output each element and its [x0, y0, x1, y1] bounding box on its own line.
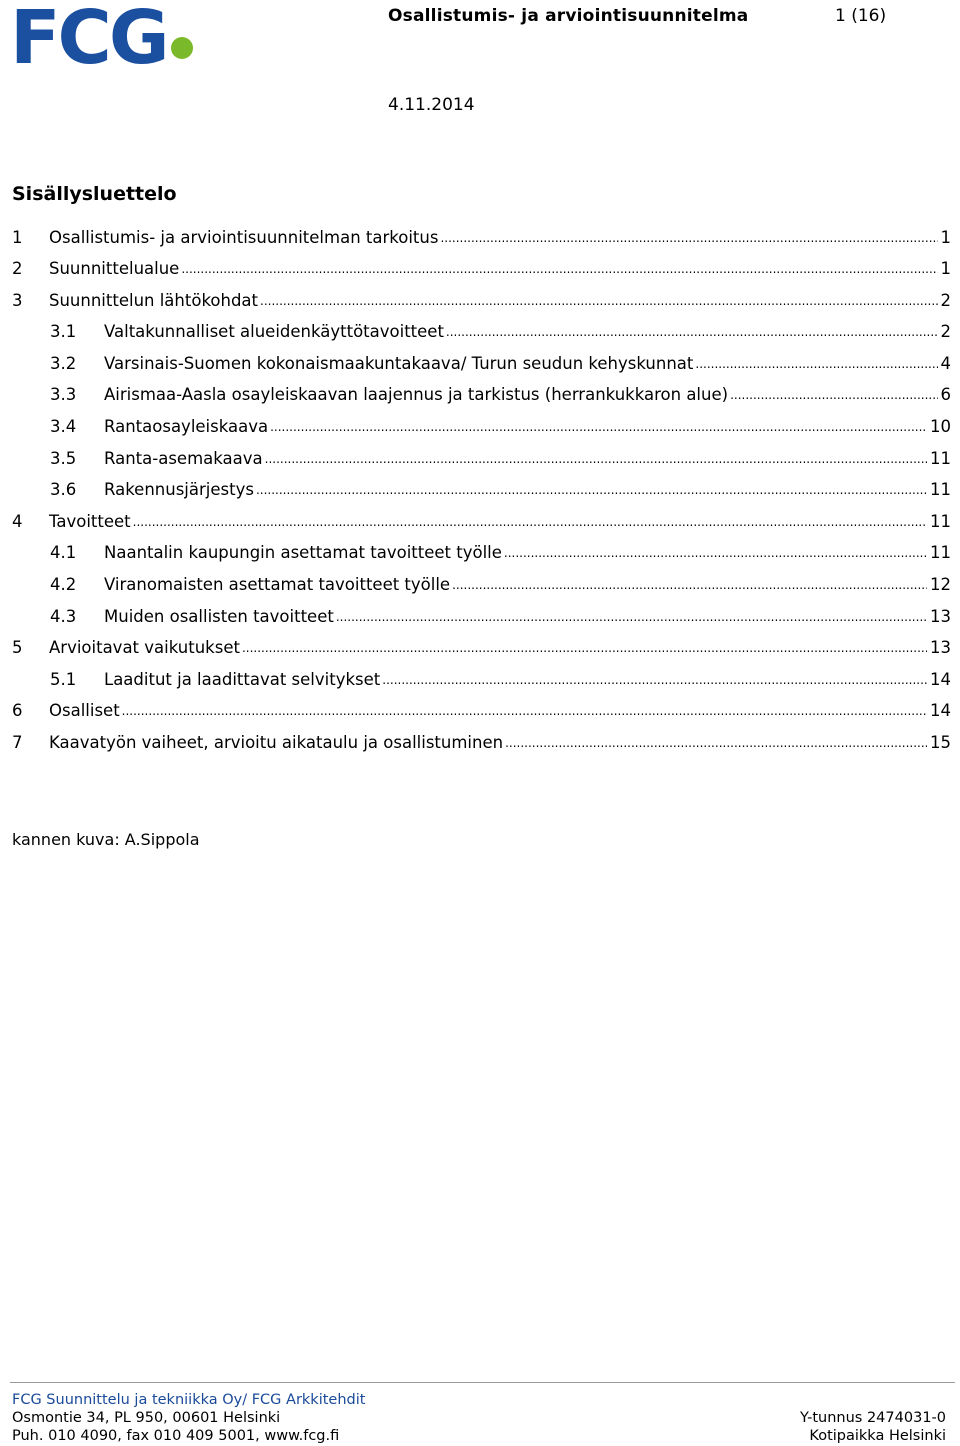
toc-entry-page: 4 [940, 353, 951, 373]
toc-entry-title: Rantaosayleiskaava [104, 417, 269, 437]
toc-entry[interactable] [12, 258, 951, 290]
cover-photo-credit: kannen kuva: A.Sippola [12, 830, 200, 849]
toc-entry-number: 3.5 [50, 448, 77, 468]
toc-entry-number: 7 [12, 733, 23, 752]
toc-entry[interactable] [12, 637, 951, 669]
footer-contact: Puh. 010 4090, fax 010 409 5001, www.fcg.fi [12, 1428, 340, 1444]
toc-entry-number: 3.3 [50, 385, 77, 405]
toc-entry-number: 4.1 [50, 543, 77, 563]
toc-entry-number: 4 [12, 511, 23, 531]
toc-entry-title: Viranomaisten asettamat tavoitteet työlle [104, 575, 451, 595]
toc-entry-page: 12 [930, 575, 951, 595]
toc-entry[interactable] [12, 289, 951, 321]
toc-leader-dots [730, 384, 937, 401]
toc-entry-number: 2 [12, 259, 23, 279]
toc-entry-title: Rakennusjärjestys [104, 480, 254, 500]
toc-entry-page: 1 [940, 227, 951, 247]
toc-entry-number: 4.2 [50, 575, 77, 595]
toc-leader-dots [181, 258, 937, 275]
toc-leader-dots [242, 637, 927, 654]
toc-entry[interactable] [12, 447, 951, 479]
document-title: Osallistumis- ja arviointisuunnitelma [388, 6, 749, 26]
toc-entry-title: Arvioitavat vaikutukset [49, 638, 240, 658]
toc-entry[interactable] [12, 510, 951, 542]
fcg-logo [10, 2, 200, 70]
toc-entry-page: 10 [930, 417, 951, 437]
toc-entry-title: Ranta-asemakaava [104, 448, 263, 468]
toc-entry-page: 2 [940, 322, 951, 342]
toc-entry[interactable] [12, 574, 951, 606]
toc-entry-number: 6 [12, 701, 23, 721]
toc-entry[interactable] [12, 226, 951, 258]
toc-entry-number: 5 [12, 638, 23, 658]
toc-leader-dots [382, 668, 927, 685]
svg-text:FCG: FCG [10, 2, 167, 70]
toc-entry-title: Muiden osallisten tavoitteet [104, 606, 334, 626]
toc-leader-dots [122, 700, 927, 717]
footer-company-name: FCG Suunnittelu ja tekniikka Oy/ FCG Arkkitehdit [12, 1392, 366, 1408]
toc-entry-title: Varsinais-Suomen kokonaismaakuntakaava/ Turun seudun kehyskunnat [104, 353, 694, 373]
toc-entry[interactable] [12, 605, 951, 637]
toc-entry[interactable] [12, 732, 951, 764]
toc-entry[interactable] [12, 700, 951, 732]
toc-entry-number: 4.3 [50, 606, 77, 626]
toc-leader-dots [336, 605, 927, 622]
toc-entry-page: 11 [930, 480, 951, 500]
toc-entry-page: 11 [930, 511, 951, 531]
toc-entry-title: Suunnittelun lähtökohdat [49, 290, 259, 310]
toc-leader-dots [452, 574, 927, 591]
page-number: 1 (16) [835, 6, 887, 26]
document-date: 4.11.2014 [388, 95, 475, 115]
toc-entry-title: Naantalin kaupungin asettamat tavoitteet työlle [104, 543, 502, 563]
toc-entry-number: 5.1 [50, 669, 77, 689]
toc-leader-dots [270, 416, 927, 433]
toc-entry-number: 3.2 [50, 353, 77, 373]
toc-leader-dots [265, 447, 927, 464]
toc-entry-title: Kaavatyön vaiheet, arvioitu aikataulu ja osallistuminen [49, 733, 504, 752]
footer-address: Osmontie 34, PL 950, 00601 Helsinki [12, 1410, 281, 1426]
footer-divider [10, 1382, 955, 1383]
toc-entry[interactable] [12, 352, 951, 384]
toc-leader-dots [695, 352, 937, 369]
toc-entry[interactable] [12, 668, 951, 700]
toc-entry-number: 3.4 [50, 417, 77, 437]
toc-entry-title: Tavoitteet [49, 511, 131, 531]
toc-entry-number: 3 [12, 290, 23, 310]
toc-entry-page: 6 [940, 385, 951, 405]
fcg-logo-graphic [10, 2, 200, 70]
toc-entry-title: Valtakunnalliset alueidenkäyttötavoitteet [104, 322, 444, 342]
toc-leader-dots [260, 289, 937, 306]
toc-entry-page: 1 [940, 259, 951, 279]
toc-leader-dots [256, 479, 927, 496]
table-of-contents [12, 226, 951, 763]
toc-leader-dots [504, 542, 927, 559]
toc-entry-page: 2 [940, 290, 951, 310]
toc-entry-page: 11 [930, 448, 951, 468]
toc-entry-page: 14 [930, 669, 951, 689]
toc-entry-page: 11 [930, 543, 951, 563]
toc-entry[interactable] [12, 479, 951, 511]
toc-entry-title: Osalliset [49, 701, 120, 721]
toc-entry-number: 3.1 [50, 322, 77, 342]
toc-entry-page: 15 [930, 733, 951, 752]
toc-entry-page: 13 [930, 638, 951, 658]
toc-entry[interactable] [12, 416, 951, 448]
toc-entry-title: Airismaa-Aasla osayleiskaavan laajennus ja tarkistus (herrankukkaron alue) [104, 385, 729, 405]
toc-leader-dots [446, 321, 938, 338]
toc-entry-number: 3.6 [50, 480, 77, 500]
toc-leader-dots [133, 510, 927, 527]
toc-entry[interactable] [12, 384, 951, 416]
toc-entry-number: 1 [12, 227, 23, 247]
toc-leader-dots [505, 732, 927, 749]
toc-entry-title: Laaditut ja laadittavat selvitykset [104, 669, 381, 689]
toc-entry[interactable] [12, 321, 951, 353]
footer-business-id: Y-tunnus 2474031-0 [799, 1410, 946, 1426]
toc-entry-title: Suunnittelualue [49, 259, 180, 279]
toc-entry-title: Osallistumis- ja arviointisuunnitelman tarkoitus [49, 227, 439, 247]
footer-domicile: Kotipaikka Helsinki [809, 1428, 946, 1444]
toc-heading: Sisällysluettelo [12, 183, 177, 205]
toc-entry-page: 14 [930, 701, 951, 721]
toc-entry-page: 13 [930, 606, 951, 626]
toc-entry[interactable] [12, 542, 951, 574]
toc-leader-dots [440, 226, 937, 243]
